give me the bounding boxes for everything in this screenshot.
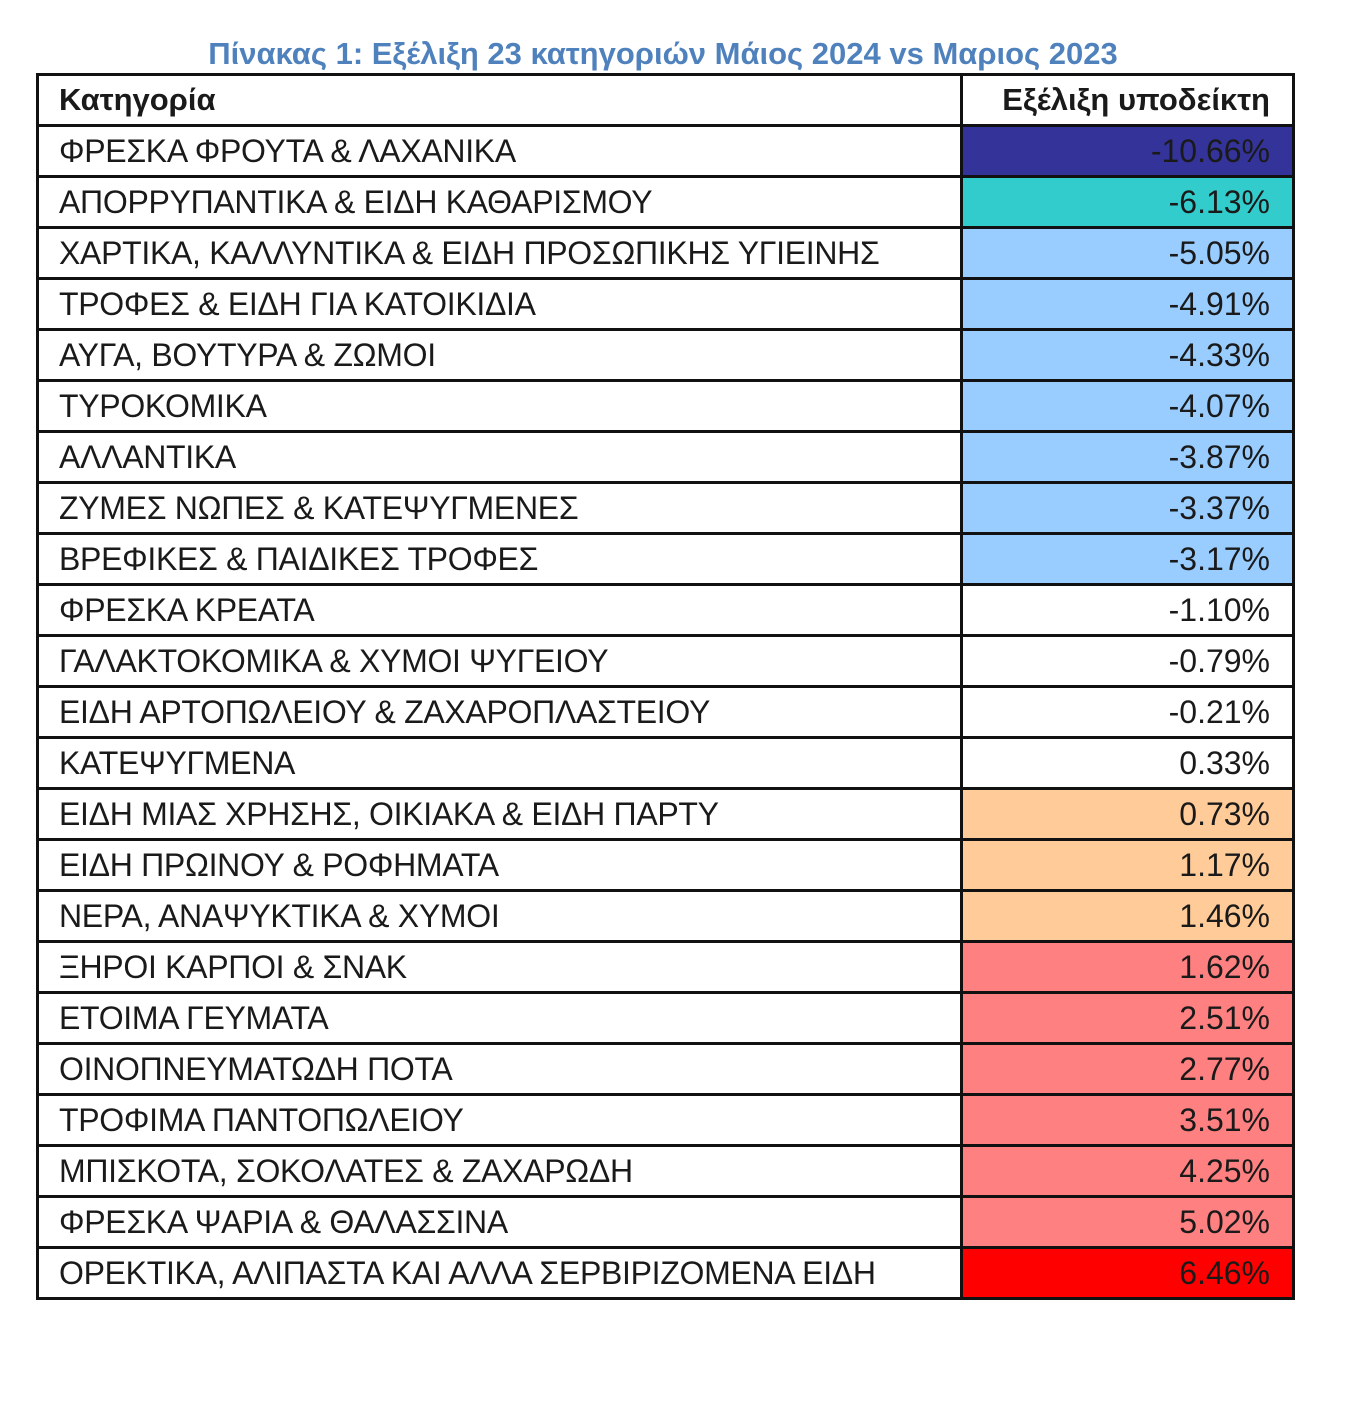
table-row <box>38 585 1294 636</box>
row-change-value: -6.13% <box>962 177 1294 228</box>
row-category: ΖΥΜΕΣ ΝΩΠΕΣ & ΚΑΤΕΨΥΓΜΕΝΕΣ <box>38 483 962 534</box>
header-category: Κατηγορία <box>38 75 962 126</box>
row-category: ΑΠΟΡΡΥΠΑΝΤΙΚΑ & ΕΙΔΗ ΚΑΘΑΡΙΣΜΟΥ <box>38 177 962 228</box>
row-change-value: -4.33% <box>962 330 1294 381</box>
table-row <box>38 840 1294 891</box>
table-row <box>38 1095 1294 1146</box>
row-change-value: 0.33% <box>962 738 1294 789</box>
header-change: Εξέλιξη υποδείκτη <box>962 75 1294 126</box>
row-change-value: -1.10% <box>962 585 1294 636</box>
table-row <box>38 1146 1294 1197</box>
row-change-value: 6.46% <box>962 1248 1294 1299</box>
table-row <box>38 636 1294 687</box>
table-row <box>38 381 1294 432</box>
table-row <box>38 687 1294 738</box>
row-category: ΤΥΡΟΚΟΜΙΚΑ <box>38 381 962 432</box>
table-body <box>38 126 1294 1299</box>
row-change-value: 0.73% <box>962 789 1294 840</box>
table-row <box>38 1044 1294 1095</box>
row-category: ΝΕΡΑ, ΑΝΑΨΥΚΤΙΚΑ & ΧΥΜΟΙ <box>38 891 962 942</box>
table-row <box>38 1248 1294 1299</box>
row-category: ΜΠΙΣΚΟΤΑ, ΣΟΚΟΛΑΤΕΣ & ΖΑΧΑΡΩΔΗ <box>38 1146 962 1197</box>
row-change-value: 1.17% <box>962 840 1294 891</box>
row-change-value: 3.51% <box>962 1095 1294 1146</box>
table-row <box>38 432 1294 483</box>
row-change-value: 1.62% <box>962 942 1294 993</box>
table-row <box>38 330 1294 381</box>
table-row <box>38 738 1294 789</box>
row-category: ΦΡΕΣΚΑ ΦΡΟΥΤΑ & ΛΑΧΑΝΙΚΑ <box>38 126 962 177</box>
row-change-value: -3.17% <box>962 534 1294 585</box>
row-change-value: -3.87% <box>962 432 1294 483</box>
table-row <box>38 228 1294 279</box>
row-change-value: -5.05% <box>962 228 1294 279</box>
table-title: Πίνακας 1: Εξέλιξη 23 κατηγοριών Μάιος 2024 vs Μαριος 2023 <box>208 36 1118 71</box>
row-category: ΚΑΤΕΨΥΓΜΕΝΑ <box>38 738 962 789</box>
table-row <box>38 483 1294 534</box>
table-row <box>38 177 1294 228</box>
category-change-table <box>36 73 1295 1300</box>
row-change-value: 1.46% <box>962 891 1294 942</box>
row-change-value: 2.77% <box>962 1044 1294 1095</box>
row-category: ΕΤΟΙΜΑ ΓΕΥΜΑΤΑ <box>38 993 962 1044</box>
row-change-value: -0.79% <box>962 636 1294 687</box>
row-category: ΑΥΓΑ, ΒΟΥΤΥΡΑ & ΖΩΜΟΙ <box>38 330 962 381</box>
row-change-value: 2.51% <box>962 993 1294 1044</box>
row-change-value: -4.07% <box>962 381 1294 432</box>
row-category: ΑΛΛΑΝΤΙΚΑ <box>38 432 962 483</box>
row-category: ΦΡΕΣΚΑ ΚΡΕΑΤΑ <box>38 585 962 636</box>
row-category: ΓΑΛΑΚΤΟΚΟΜΙΚΑ & ΧΥΜΟΙ ΨΥΓΕΙΟΥ <box>38 636 962 687</box>
row-category: ΤΡΟΦΙΜΑ ΠΑΝΤΟΠΩΛΕΙΟΥ <box>38 1095 962 1146</box>
row-category: ΤΡΟΦΕΣ & ΕΙΔΗ ΓΙΑ ΚΑΤΟΙΚΙΔΙΑ <box>38 279 962 330</box>
row-category: ΕΙΔΗ ΜΙΑΣ ΧΡΗΣΗΣ, ΟΙΚΙΑΚΑ & ΕΙΔΗ ΠΑΡΤΥ <box>38 789 962 840</box>
row-category: ΟΡΕΚΤΙΚΑ, ΑΛΙΠΑΣΤΑ ΚΑΙ ΑΛΛΑ ΣΕΡΒΙΡΙΖΟΜΕΝΑ ΕΙΔΗ <box>38 1248 962 1299</box>
table-row <box>38 534 1294 585</box>
row-category: ΧΑΡΤΙΚΑ, ΚΑΛΛΥΝΤΙΚΑ & ΕΙΔΗ ΠΡΟΣΩΠΙΚΗΣ ΥΓΙΕΙΝΗΣ <box>38 228 962 279</box>
table-row <box>38 993 1294 1044</box>
row-change-value: -4.91% <box>962 279 1294 330</box>
table-row <box>38 126 1294 177</box>
table-row <box>38 942 1294 993</box>
row-category: ΒΡΕΦΙΚΕΣ & ΠΑΙΔΙΚΕΣ ΤΡΟΦΕΣ <box>38 534 962 585</box>
row-category: ΕΙΔΗ ΠΡΩΙΝΟΥ & ΡΟΦΗΜΑΤΑ <box>38 840 962 891</box>
row-category: ΕΙΔΗ ΑΡΤΟΠΩΛΕΙΟΥ & ΖΑΧΑΡΟΠΛΑΣΤΕΙΟΥ <box>38 687 962 738</box>
row-category: ΦΡΕΣΚΑ ΨΑΡΙΑ & ΘΑΛΑΣΣΙΝΑ <box>38 1197 962 1248</box>
row-change-value: -10.66% <box>962 126 1294 177</box>
row-category: ΟΙΝΟΠΝΕΥΜΑΤΩΔΗ ΠΟΤΑ <box>38 1044 962 1095</box>
table-row <box>38 1197 1294 1248</box>
table-header-row <box>38 75 1294 126</box>
row-category: ΞΗΡΟΙ ΚΑΡΠΟΙ & ΣΝΑΚ <box>38 942 962 993</box>
table-row <box>38 891 1294 942</box>
row-change-value: 4.25% <box>962 1146 1294 1197</box>
row-change-value: 5.02% <box>962 1197 1294 1248</box>
row-change-value: -0.21% <box>962 687 1294 738</box>
row-change-value: -3.37% <box>962 483 1294 534</box>
table-row <box>38 789 1294 840</box>
table-row <box>38 279 1294 330</box>
